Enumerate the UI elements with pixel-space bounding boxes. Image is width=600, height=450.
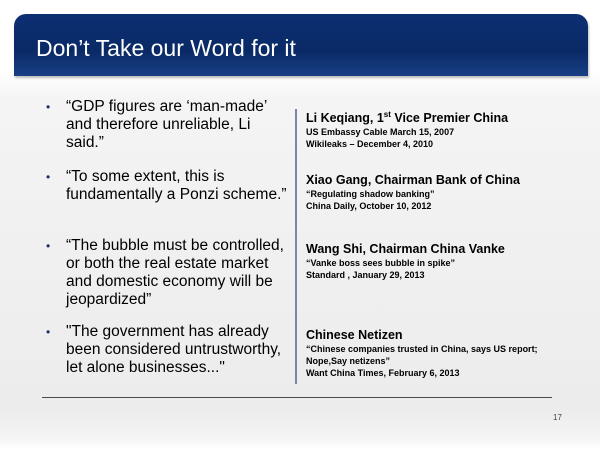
quote-source — [306, 327, 566, 379]
column-divider — [295, 109, 297, 384]
source-name: Li Keqiang, 1st Vice Premier China — [306, 110, 509, 126]
quote-text: “The bubble must be controlled, or both the real estate market and domestic economy will be jeopardized” — [66, 237, 284, 308]
slide-title: Don’t Take our Word for it — [36, 35, 296, 61]
bullet-icon: • — [46, 100, 51, 114]
quote-text: “To some extent, this is fundamentally a Ponzi scheme.” — [66, 168, 287, 203]
title-bar — [14, 14, 588, 76]
bullet-icon: • — [46, 170, 51, 184]
source-citation: Want China Times, February 6, 2013 — [306, 368, 460, 378]
quote-source — [306, 107, 566, 150]
source-citation: “Regulating shadow banking” — [306, 189, 435, 199]
source-citation: “Vanke boss sees bubble in spike” — [306, 258, 456, 268]
source-citation: China Daily, October 10, 2012 — [306, 201, 432, 211]
quote-source — [306, 172, 566, 212]
source-citation: US Embassy Cable March 15, 2007 — [306, 127, 455, 138]
source-name: Wang Shi, Chairman China Vanke — [306, 242, 505, 256]
quote-source — [306, 241, 566, 281]
quote-text: "The government has already been considered untrustworthy, let alone businesses..." — [66, 323, 282, 376]
source-citation: Standard , January 29, 2013 — [306, 270, 425, 280]
source-citation: Wikileaks – December 4, 2010 — [306, 139, 434, 150]
bottom-rule — [42, 397, 552, 398]
bullet-icon: • — [46, 325, 51, 339]
source-name: Xiao Gang, Chairman Bank of China — [306, 173, 520, 187]
bullet-icon: • — [46, 239, 51, 253]
quote-text: “GDP figures are ‘man-made’ and therefore unreliable, Li said.” — [66, 98, 267, 151]
source-citation: “Chinese companies trusted in China, says US report; Nope,Say netizens” — [306, 344, 538, 366]
page-number: 17 — [553, 413, 562, 422]
source-name: Chinese Netizen — [306, 328, 403, 342]
